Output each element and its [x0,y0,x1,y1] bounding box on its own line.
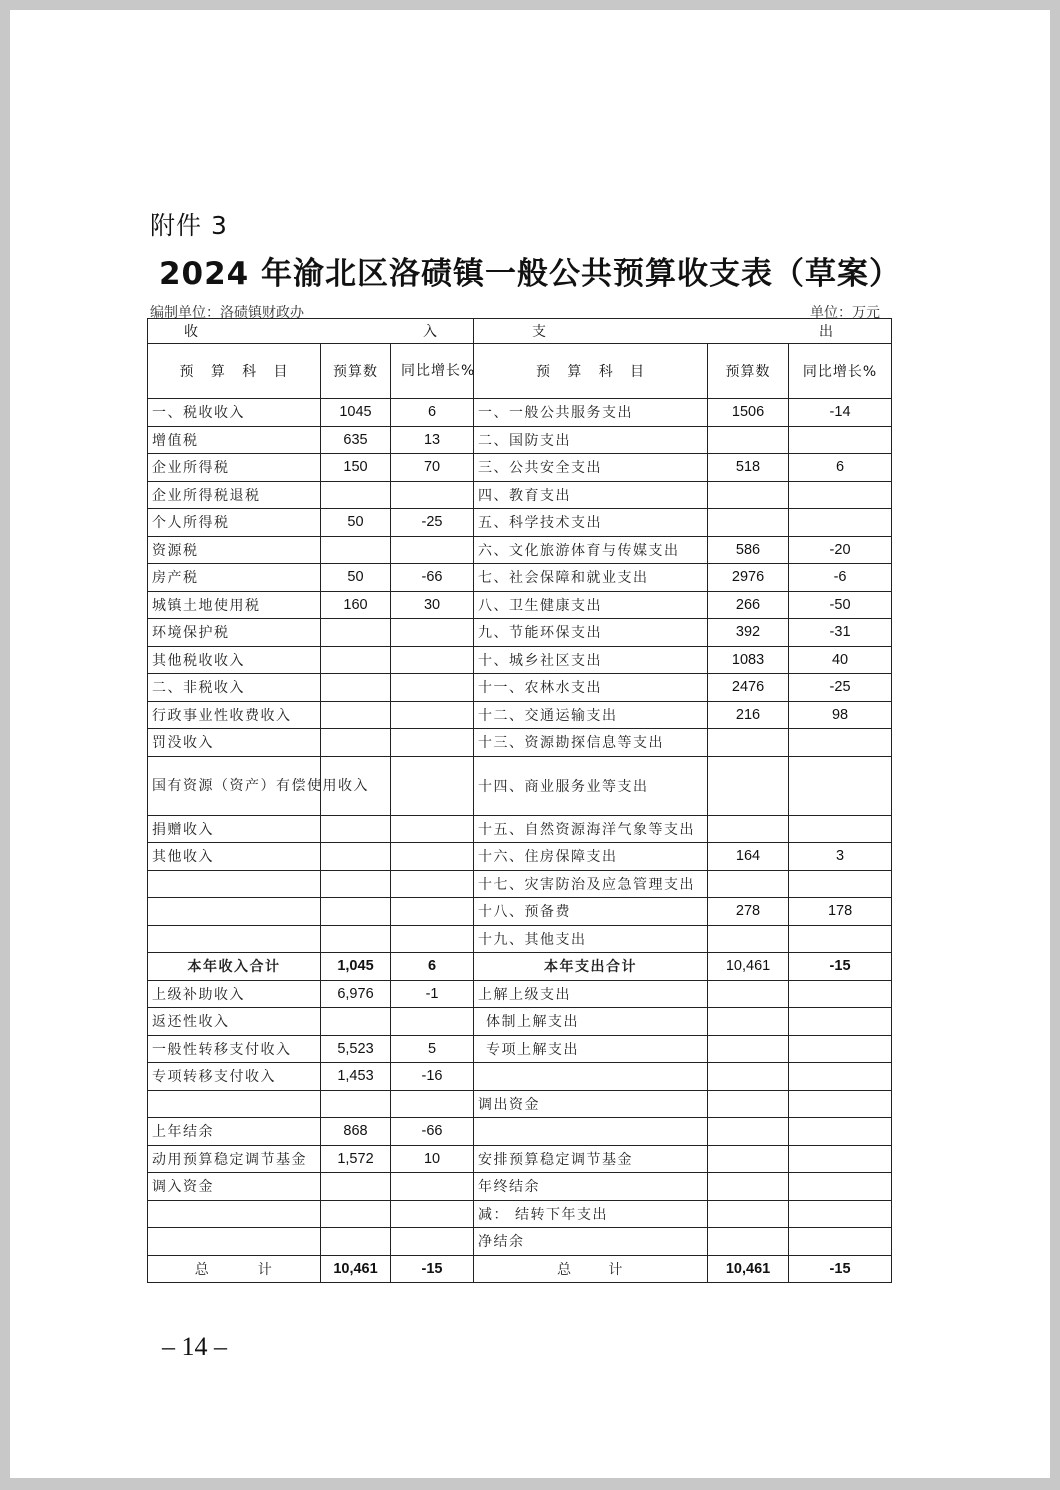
expense-subject-cell: 六、文化旅游体育与传媒支出 [474,536,708,564]
income-yoy-header: 同比增长% [391,344,474,399]
expense-subject-cell [474,1063,708,1091]
table-row [148,1118,892,1146]
income-subject-cell [148,1228,321,1256]
income-subject-cell: 个人所得税 [148,509,321,537]
table-row [148,1173,892,1201]
expense-budget-cell [708,426,789,454]
income-yoy-cell: 13 [391,426,474,454]
income-header-a: 收 [184,324,198,340]
income-budget-cell [321,674,391,702]
expense-budget-cell [708,1118,789,1146]
expense-budget-cell: 2476 [708,674,789,702]
budget-table [147,318,892,1283]
total-expense-subject-cell: 总 计 [474,1255,708,1283]
expense-budget-cell [708,509,789,537]
expense-budget-cell [708,1063,789,1091]
expense-subject-cell: 五、科学技术支出 [474,509,708,537]
income-budget-cell: 50 [321,509,391,537]
income-budget-cell [321,536,391,564]
income-subject-cell: 资源税 [148,536,321,564]
expense-yoy-cell: -20 [789,536,892,564]
expense-subject-cell: 净结余 [474,1228,708,1256]
income-yoy-cell: 30 [391,591,474,619]
expense-yoy-cell [789,1200,892,1228]
table-row [148,756,892,815]
table-row [148,509,892,537]
expense-budget-cell: 164 [708,843,789,871]
income-subject-cell: 国有资源（资产）有偿使用收入 [148,756,321,815]
income-header-b: 入 [423,324,438,340]
total-expense-yoy-cell: -15 [789,1255,892,1283]
expense-subject-cell: 十八、预备费 [474,898,708,926]
income-yoy-cell [391,1090,474,1118]
income-budget-cell [321,870,391,898]
income-budget-cell: 150 [321,454,391,482]
expense-subject-cell: 二、国防支出 [474,426,708,454]
income-subject-cell: 房产税 [148,564,321,592]
income-budget-cell: 1045 [321,399,391,427]
income-subject-cell: 罚没收入 [148,729,321,757]
income-subject-cell: 一、税收收入 [148,399,321,427]
income-budget-cell: 1,045 [321,953,391,981]
expense-yoy-cell [789,980,892,1008]
table-row [148,1200,892,1228]
expense-budget-cell: 266 [708,591,789,619]
document-title: 2024 年渝北区洛碛镇一般公共预算收支表（草案） [158,256,902,292]
expense-budget-cell: 518 [708,454,789,482]
expense-subject-cell: 调出资金 [474,1090,708,1118]
income-subject-cell: 环境保护税 [148,619,321,647]
column-header-row [148,344,892,399]
income-yoy-cell [391,674,474,702]
income-yoy-cell [391,843,474,871]
total-income-subject-cell: 总 计 [148,1255,321,1283]
expense-budget-cell [708,1090,789,1118]
expense-yoy-cell [789,729,892,757]
income-yoy-cell [391,870,474,898]
expense-yoy-cell: 6 [789,454,892,482]
expense-subject-cell: 上解上级支出 [474,980,708,1008]
expense-budget-cell [708,870,789,898]
income-subject-cell: 一般性转移支付收入 [148,1035,321,1063]
expense-yoy-cell: 40 [789,646,892,674]
expense-subject-cell: 本年支出合计 [474,953,708,981]
income-subject-cell: 动用预算稳定调节基金 [148,1145,321,1173]
income-yoy-cell [391,815,474,843]
table-row [148,925,892,953]
income-yoy-cell: -25 [391,509,474,537]
total-expense-budget-cell: 10,461 [708,1255,789,1283]
table-row [148,646,892,674]
income-subject-cell [148,925,321,953]
expense-subject-cell: 十三、资源勘探信息等支出 [474,729,708,757]
income-budget-cell [321,1173,391,1201]
income-yoy-cell: -1 [391,980,474,1008]
income-budget-cell [321,925,391,953]
income-yoy-cell [391,536,474,564]
income-budget-cell: 50 [321,564,391,592]
income-yoy-cell [391,1228,474,1256]
expense-subject-cell: 三、公共安全支出 [474,454,708,482]
income-yoy-cell: -66 [391,1118,474,1146]
income-budget-cell: 868 [321,1118,391,1146]
total-row [148,1255,892,1283]
expense-subject-cell: 十五、自然资源海洋气象等支出 [474,815,708,843]
expense-header-a: 支 [532,324,547,340]
income-budget-cell [321,729,391,757]
expense-yoy-cell [789,1173,892,1201]
income-budget-cell: 160 [321,591,391,619]
income-subject-header: 预 算 科 目 [148,344,321,399]
expense-yoy-cell [789,1063,892,1091]
expense-subject-cell: 十四、商业服务业等支出 [474,756,708,815]
expense-subject-cell: 减： 结转下年支出 [474,1200,708,1228]
income-subject-cell: 上年结余 [148,1118,321,1146]
expense-yoy-cell [789,1035,892,1063]
table-row [148,1008,892,1036]
table-row [148,701,892,729]
table-row [148,898,892,926]
expense-yoy-cell [789,756,892,815]
income-yoy-cell [391,1008,474,1036]
expense-budget-cell [708,481,789,509]
expense-yoy-cell [789,1008,892,1036]
expense-subject-cell: 十七、灾害防治及应急管理支出 [474,870,708,898]
income-yoy-cell [391,481,474,509]
income-budget-cell [321,701,391,729]
income-subject-cell: 本年收入合计 [148,953,321,981]
table-row [148,564,892,592]
income-budget-header: 预算数 [321,344,391,399]
table-row [148,591,892,619]
income-subject-cell [148,1090,321,1118]
income-subject-cell [148,898,321,926]
expense-budget-header: 预算数 [708,344,789,399]
expense-budget-cell [708,1173,789,1201]
income-subject-cell: 上级补助收入 [148,980,321,1008]
currency-unit: 单位：万元 [810,305,880,321]
expense-yoy-cell [789,1228,892,1256]
expense-subject-cell [474,1118,708,1146]
total-income-budget-cell: 10,461 [321,1255,391,1283]
expense-budget-cell: 216 [708,701,789,729]
income-budget-cell: 1,572 [321,1145,391,1173]
expense-yoy-cell [789,426,892,454]
income-budget-cell [321,646,391,674]
expense-budget-cell [708,1200,789,1228]
income-subject-cell [148,870,321,898]
expense-section-header [474,319,892,344]
income-subject-cell: 专项转移支付收入 [148,1063,321,1091]
expense-budget-cell: 10,461 [708,953,789,981]
expense-yoy-cell: -15 [789,953,892,981]
income-subject-cell: 其他收入 [148,843,321,871]
expense-yoy-cell [789,481,892,509]
income-yoy-cell [391,729,474,757]
table-row [148,729,892,757]
expense-budget-cell [708,1035,789,1063]
expense-subject-cell: 十二、交通运输支出 [474,701,708,729]
expense-yoy-cell [789,1145,892,1173]
expense-yoy-cell [789,925,892,953]
expense-subject-cell: 九、节能环保支出 [474,619,708,647]
income-yoy-cell [391,646,474,674]
income-budget-cell: 635 [321,426,391,454]
income-yoy-cell: 6 [391,953,474,981]
income-subject-cell: 行政事业性收费收入 [148,701,321,729]
expense-budget-cell: 1083 [708,646,789,674]
expense-yoy-cell [789,509,892,537]
compiling-unit: 编制单位：洛碛镇财政办 [150,305,304,321]
income-yoy-cell: 5 [391,1035,474,1063]
expense-yoy-cell: -50 [789,591,892,619]
expense-subject-cell: 七、社会保障和就业支出 [474,564,708,592]
expense-budget-cell: 278 [708,898,789,926]
income-subject-cell: 捐赠收入 [148,815,321,843]
income-yoy-cell: -66 [391,564,474,592]
income-budget-cell: 1,453 [321,1063,391,1091]
expense-subject-cell: 十、城乡社区支出 [474,646,708,674]
income-subject-cell: 城镇土地使用税 [148,591,321,619]
table-row [148,815,892,843]
expense-yoy-cell [789,870,892,898]
table-row [148,980,892,1008]
expense-budget-cell [708,1008,789,1036]
expense-yoy-cell [789,815,892,843]
income-budget-cell [321,1090,391,1118]
income-budget-cell [321,1228,391,1256]
income-section-header [148,319,474,344]
income-subject-cell: 其他税收收入 [148,646,321,674]
income-yoy-cell [391,1173,474,1201]
expense-subject-cell: 年终结余 [474,1173,708,1201]
total-income-yoy-cell: -15 [391,1255,474,1283]
income-subject-cell: 二、非税收入 [148,674,321,702]
page-number: – 14 – [162,1332,227,1361]
expense-subject-cell: 专项上解支出 [474,1035,708,1063]
expense-budget-cell: 1506 [708,399,789,427]
expense-yoy-header: 同比增长% [789,344,892,399]
income-yoy-cell: -16 [391,1063,474,1091]
expense-header-b: 出 [819,324,834,340]
table-row [148,426,892,454]
expense-subject-header: 预 算 科 目 [474,344,708,399]
table-row [148,399,892,427]
income-yoy-cell [391,925,474,953]
expense-budget-cell: 586 [708,536,789,564]
document-page [10,10,1050,1478]
income-yoy-cell [391,898,474,926]
income-yoy-cell [391,619,474,647]
income-subject-cell: 企业所得税 [148,454,321,482]
income-subject-cell: 返还性收入 [148,1008,321,1036]
income-subject-cell [148,1200,321,1228]
expense-budget-cell [708,1145,789,1173]
income-yoy-cell [391,1200,474,1228]
attachment-label: 附件 3 [150,211,228,240]
expense-yoy-cell: -31 [789,619,892,647]
expense-yoy-cell: -6 [789,564,892,592]
income-budget-cell [321,815,391,843]
income-budget-cell [321,898,391,926]
table-row [148,481,892,509]
table-row [148,619,892,647]
expense-yoy-cell: -14 [789,399,892,427]
income-budget-cell [321,619,391,647]
expense-subject-cell: 八、卫生健康支出 [474,591,708,619]
income-yoy-cell: 6 [391,399,474,427]
income-budget-cell [321,481,391,509]
expense-budget-cell [708,925,789,953]
expense-yoy-cell: -25 [789,674,892,702]
expense-budget-cell [708,815,789,843]
income-budget-cell [321,1008,391,1036]
expense-yoy-cell: 98 [789,701,892,729]
expense-subject-cell: 十一、农林水支出 [474,674,708,702]
income-yoy-cell: 10 [391,1145,474,1173]
expense-yoy-cell [789,1118,892,1146]
section-header-row [148,319,892,344]
income-yoy-cell [391,701,474,729]
income-yoy-cell: 70 [391,454,474,482]
income-budget-cell: 5,523 [321,1035,391,1063]
table-row [148,1145,892,1173]
table-row [148,1063,892,1091]
expense-subject-cell: 十六、住房保障支出 [474,843,708,871]
table-row [148,1035,892,1063]
income-budget-cell: 6,976 [321,980,391,1008]
table-row [148,843,892,871]
expense-budget-cell: 392 [708,619,789,647]
expense-subject-cell: 四、教育支出 [474,481,708,509]
expense-subject-cell: 安排预算稳定调节基金 [474,1145,708,1173]
expense-budget-cell [708,729,789,757]
table-row [148,1228,892,1256]
table-row [148,674,892,702]
income-subject-cell: 企业所得税退税 [148,481,321,509]
expense-subject-cell: 十九、其他支出 [474,925,708,953]
table-row [148,870,892,898]
expense-budget-cell [708,1228,789,1256]
income-yoy-cell [391,756,474,815]
expense-subject-cell: 体制上解支出 [474,1008,708,1036]
income-budget-cell [321,1200,391,1228]
income-budget-cell [321,843,391,871]
income-subject-cell: 调入资金 [148,1173,321,1201]
expense-budget-cell [708,980,789,1008]
table-row [148,1090,892,1118]
expense-yoy-cell: 3 [789,843,892,871]
table-row [148,953,892,981]
expense-yoy-cell [789,1090,892,1118]
expense-budget-cell: 2976 [708,564,789,592]
table-row [148,454,892,482]
expense-subject-cell: 一、一般公共服务支出 [474,399,708,427]
table-row [148,536,892,564]
income-subject-cell: 增值税 [148,426,321,454]
expense-yoy-cell: 178 [789,898,892,926]
expense-budget-cell [708,756,789,815]
